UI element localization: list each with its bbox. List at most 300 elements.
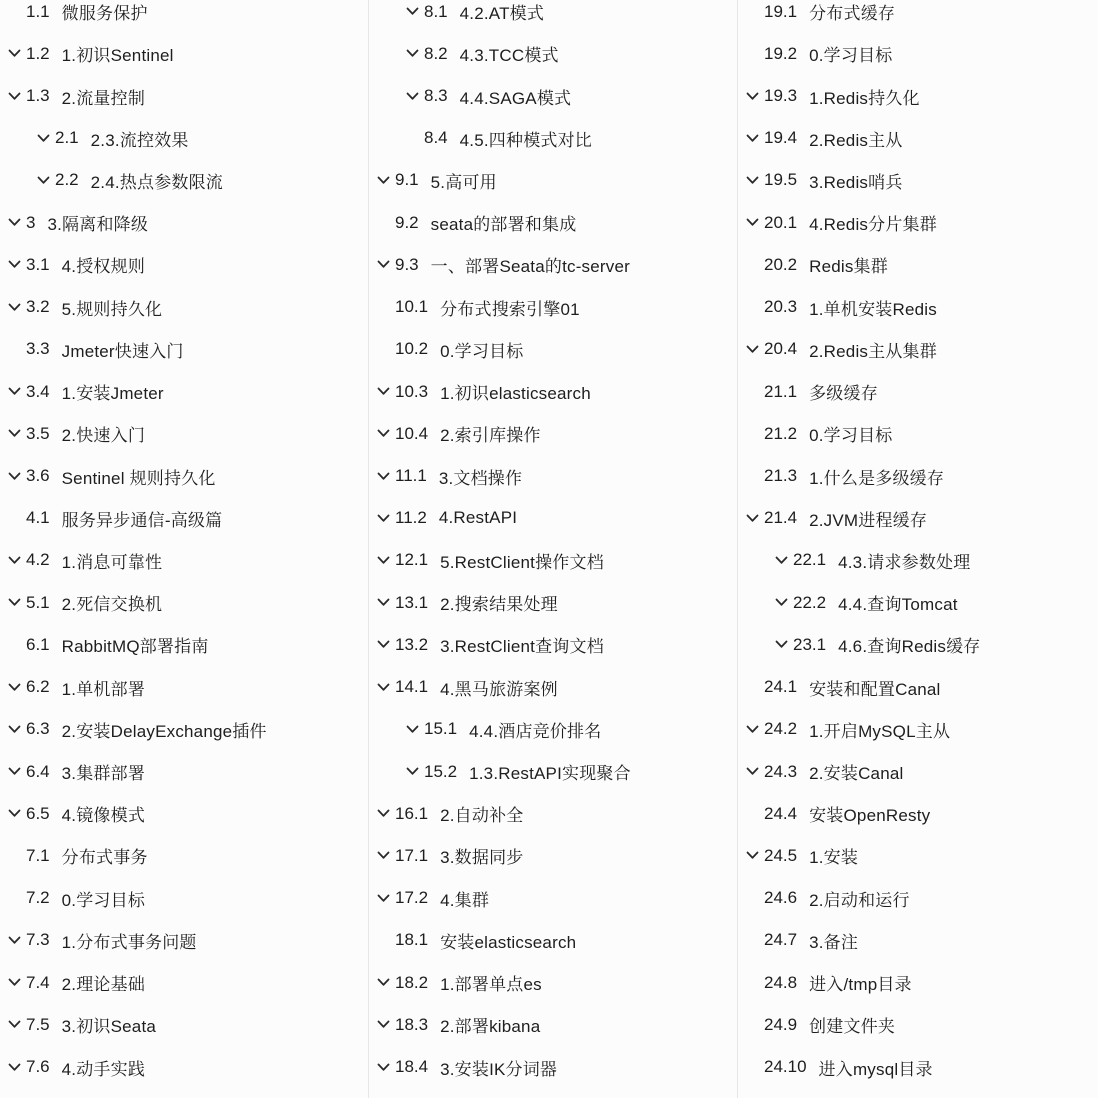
chevron-down-icon[interactable]	[376, 849, 390, 863]
toc-item[interactable]	[0, 370, 368, 412]
toc-item[interactable]	[0, 877, 368, 919]
chevron-down-icon[interactable]	[376, 258, 390, 272]
toc-item-number: 2.1	[55, 128, 79, 148]
chevron-down-icon[interactable]	[376, 807, 390, 821]
chevron-placeholder	[7, 891, 21, 905]
chevron-down-icon[interactable]	[745, 342, 759, 356]
toc-item[interactable]	[738, 202, 1098, 244]
chevron-down-icon[interactable]	[7, 1060, 21, 1074]
toc-item-number: 21.1	[764, 381, 798, 401]
toc-item-title: 4.4.酒店竞价排名	[469, 721, 602, 741]
toc-item[interactable]	[738, 750, 1098, 792]
toc-item[interactable]	[0, 244, 368, 286]
toc-item-number: 4.2	[26, 550, 50, 570]
toc-item-number: 22.1	[793, 550, 827, 570]
toc-item-number: 9.3	[395, 254, 419, 274]
toc-item-number: 3.4	[26, 381, 50, 401]
toc-item-title: 3.数据同步	[440, 848, 524, 868]
toc-item-title: 4.动手实践	[61, 1059, 146, 1079]
toc-item-number: 15.1	[424, 719, 458, 739]
toc-item[interactable]	[369, 413, 737, 455]
chevron-down-icon[interactable]	[7, 807, 21, 821]
chevron-down-icon[interactable]	[36, 173, 50, 187]
chevron-down-icon[interactable]	[774, 553, 788, 567]
toc-item-number: 18.1	[395, 930, 429, 950]
toc-item[interactable]	[0, 455, 368, 497]
toc-item-number: 7.4	[26, 972, 50, 992]
toc-item[interactable]	[369, 835, 737, 877]
toc-item-title: 4.Redis分片集群	[809, 215, 937, 235]
toc-item-title: 4.镜像模式	[61, 806, 146, 826]
chevron-placeholder	[7, 849, 21, 863]
toc-column-3-list	[738, 0, 1098, 1088]
chevron-down-icon[interactable]	[745, 765, 759, 779]
toc-item[interactable]	[369, 750, 737, 792]
toc-item-number: 18.3	[395, 1014, 429, 1034]
toc-item-title: 2.3.流控效果	[90, 130, 189, 150]
chevron-down-icon[interactable]	[405, 765, 419, 779]
toc-item-title: 4.集群	[440, 890, 490, 910]
toc-item-number: 22.2	[793, 592, 827, 612]
chevron-down-icon[interactable]	[7, 47, 21, 61]
toc-item-title: 2.4.热点参数限流	[90, 172, 223, 192]
toc-item-number: 24.10	[764, 1057, 807, 1077]
toc-item-number: 23.1	[793, 634, 827, 654]
toc-item-title: 5.规则持久化	[61, 299, 163, 319]
toc-item[interactable]	[0, 624, 368, 666]
toc-item-title: 2.搜索结果处理	[440, 595, 558, 615]
chevron-down-icon[interactable]	[7, 933, 21, 947]
chevron-down-icon[interactable]	[7, 89, 21, 103]
chevron-down-icon[interactable]	[405, 47, 419, 61]
toc-item[interactable]	[369, 962, 737, 1004]
toc-item-number: 3.6	[26, 466, 50, 486]
toc-item[interactable]	[369, 624, 737, 666]
toc-item-title: 4.3.TCC模式	[459, 46, 559, 66]
toc-item-number: 24.2	[764, 719, 798, 739]
toc-item-title: 2.JVM进程缓存	[809, 510, 928, 530]
toc-item[interactable]	[369, 539, 737, 581]
toc-item-number: 5.1	[26, 592, 50, 612]
chevron-placeholder	[745, 976, 759, 990]
toc-item-number: 8.1	[424, 1, 448, 21]
toc-item-title: 1.安装Jmeter	[61, 384, 164, 404]
chevron-placeholder	[745, 469, 759, 483]
toc-item-title: 1.单机安装Redis	[809, 299, 937, 319]
toc-item-title: 3.安装IK分词器	[440, 1059, 558, 1079]
toc-item[interactable]	[0, 33, 368, 75]
chevron-placeholder	[376, 342, 390, 356]
toc-item-number: 1.2	[26, 43, 50, 63]
toc-item[interactable]	[738, 1046, 1098, 1088]
chevron-placeholder	[745, 427, 759, 441]
toc-item[interactable]	[738, 244, 1098, 286]
toc-item[interactable]	[738, 159, 1098, 201]
toc-item-title: 0.学习目标	[809, 426, 893, 446]
toc-column-1-list	[0, 0, 368, 1088]
toc-item-title: 安装和配置Canal	[809, 679, 941, 699]
toc-item[interactable]	[369, 0, 737, 33]
toc-item[interactable]	[369, 202, 737, 244]
toc-item-title: 一、部署Seata的tc-server	[430, 257, 630, 277]
chevron-down-icon[interactable]	[745, 849, 759, 863]
toc-item-number: 3.5	[26, 423, 50, 443]
toc-item[interactable]	[738, 75, 1098, 117]
toc-item-number: 8.2	[424, 43, 448, 63]
toc-item-number: 24.3	[764, 761, 798, 781]
toc-item-number: 10.1	[395, 297, 429, 317]
toc-item-number: 3.3	[26, 339, 50, 359]
toc-item-title: 1.初识elasticsearch	[440, 384, 591, 404]
chevron-down-icon[interactable]	[376, 511, 390, 525]
toc-item[interactable]	[369, 328, 737, 370]
toc-item-title: seata的部署和集成	[430, 215, 577, 235]
chevron-placeholder	[7, 638, 21, 652]
toc-item-number: 10.3	[395, 381, 429, 401]
chevron-down-icon[interactable]	[7, 216, 21, 230]
toc-item[interactable]	[369, 919, 737, 961]
toc-item[interactable]	[738, 877, 1098, 919]
chevron-down-icon[interactable]	[7, 722, 21, 736]
toc-item-title: 3.隔离和降级	[47, 215, 149, 235]
toc-item[interactable]	[369, 370, 737, 412]
chevron-down-icon[interactable]	[376, 596, 390, 610]
toc-item[interactable]	[369, 1004, 737, 1046]
chevron-down-icon[interactable]	[745, 722, 759, 736]
toc-item-number: 19.2	[764, 43, 798, 63]
chevron-placeholder	[745, 1018, 759, 1032]
toc-item[interactable]	[0, 286, 368, 328]
chevron-down-icon[interactable]	[7, 385, 21, 399]
toc-item-number: 19.4	[764, 128, 798, 148]
chevron-down-icon[interactable]	[376, 891, 390, 905]
toc-item[interactable]	[369, 117, 737, 159]
toc-item-title: 1.3.RestAPI实现聚合	[469, 764, 631, 784]
toc-item[interactable]	[0, 497, 368, 539]
chevron-placeholder	[745, 1060, 759, 1074]
chevron-placeholder	[376, 216, 390, 230]
chevron-down-icon[interactable]	[7, 1018, 21, 1032]
toc-item-title: 4.6.查询Redis缓存	[838, 637, 981, 657]
toc-item[interactable]	[738, 0, 1098, 33]
toc-item[interactable]	[0, 582, 368, 624]
chevron-down-icon[interactable]	[7, 680, 21, 694]
toc-item-number: 7.2	[26, 888, 50, 908]
toc-item-title: 1.初识Sentinel	[61, 46, 174, 66]
toc-item-number: 24.6	[764, 888, 798, 908]
toc-column-3	[737, 0, 1098, 1098]
toc-item[interactable]	[738, 455, 1098, 497]
toc-item-title: 4.授权规则	[61, 257, 146, 277]
toc-item[interactable]	[738, 33, 1098, 75]
toc-item-title: 进入mysql目录	[818, 1059, 933, 1079]
chevron-placeholder	[745, 807, 759, 821]
toc-item[interactable]	[0, 793, 368, 835]
toc-item-title: 3.文档操作	[438, 468, 523, 488]
toc-item-number: 10.2	[395, 339, 429, 359]
toc-item[interactable]	[738, 835, 1098, 877]
chevron-placeholder	[745, 891, 759, 905]
toc-item-number: 6.5	[26, 803, 50, 823]
toc-item-number: 17.1	[395, 845, 429, 865]
toc-item-title: 0.学习目标	[61, 890, 146, 910]
toc-item[interactable]	[369, 75, 737, 117]
chevron-down-icon[interactable]	[36, 131, 50, 145]
toc-item[interactable]	[738, 666, 1098, 708]
toc-item[interactable]	[738, 539, 1098, 581]
toc-item[interactable]	[0, 75, 368, 117]
chevron-down-icon[interactable]	[405, 5, 419, 19]
toc-item-title: 2.安装DelayExchange插件	[61, 721, 267, 741]
toc-item-number: 3.1	[26, 254, 50, 274]
chevron-down-icon[interactable]	[405, 89, 419, 103]
toc-item-number: 13.1	[395, 592, 429, 612]
chevron-placeholder	[745, 680, 759, 694]
chevron-down-icon[interactable]	[7, 553, 21, 567]
toc-item-number: 6.3	[26, 719, 50, 739]
toc-item[interactable]	[738, 370, 1098, 412]
toc-item[interactable]	[0, 117, 368, 159]
toc-item[interactable]	[369, 159, 737, 201]
toc-item[interactable]	[738, 708, 1098, 750]
chevron-placeholder	[745, 47, 759, 61]
toc-item[interactable]	[369, 1046, 737, 1088]
toc-item-number: 24.8	[764, 972, 798, 992]
toc-item-title: 2.启动和运行	[809, 890, 910, 910]
chevron-down-icon[interactable]	[376, 385, 390, 399]
toc-item-title: 1.开启MySQL主从	[809, 721, 951, 741]
toc-item-title: 1.什么是多级缓存	[809, 468, 945, 488]
toc-item-title: Jmeter快速入门	[61, 341, 184, 361]
toc-item-number: 10.4	[395, 423, 429, 443]
toc-item-number: 8.4	[424, 128, 448, 148]
toc-item-number: 15.2	[424, 761, 458, 781]
chevron-down-icon[interactable]	[745, 511, 759, 525]
chevron-down-icon[interactable]	[7, 976, 21, 990]
toc-item-title: 4.2.AT模式	[459, 4, 545, 24]
toc-item-title: 0.学习目标	[809, 46, 893, 66]
toc-item[interactable]	[0, 1004, 368, 1046]
chevron-down-icon[interactable]	[774, 596, 788, 610]
toc-item[interactable]	[738, 624, 1098, 666]
toc-item-number: 24.7	[764, 930, 798, 950]
chevron-down-icon[interactable]	[7, 596, 21, 610]
toc-item[interactable]	[369, 286, 737, 328]
chevron-down-icon[interactable]	[376, 976, 390, 990]
toc-item[interactable]	[0, 708, 368, 750]
toc-item-title: 2.Redis主从	[809, 130, 903, 150]
toc-item[interactable]	[738, 117, 1098, 159]
toc-item-number: 24.9	[764, 1014, 798, 1034]
toc-item-number: 1.1	[26, 1, 50, 21]
toc-item-title: Redis集群	[809, 257, 888, 277]
toc-item-title: 3.RestClient查询文档	[440, 637, 604, 657]
chevron-down-icon[interactable]	[376, 427, 390, 441]
toc-item-number: 18.2	[395, 972, 429, 992]
chevron-down-icon[interactable]	[7, 300, 21, 314]
toc-item-title: 1.部署单点es	[440, 975, 542, 995]
toc-item-number: 20.4	[764, 339, 798, 359]
toc-item-number: 21.2	[764, 423, 798, 443]
toc-column-2-list	[369, 0, 737, 1088]
toc-item-title: 2.流量控制	[61, 88, 146, 108]
toc-item[interactable]	[0, 413, 368, 455]
chevron-down-icon[interactable]	[376, 469, 390, 483]
toc-item[interactable]	[738, 793, 1098, 835]
chevron-down-icon[interactable]	[7, 469, 21, 483]
toc-item-title: 分布式搜索引擎01	[440, 299, 580, 319]
toc-item[interactable]	[0, 0, 368, 33]
toc-item-title: 3.初识Seata	[61, 1017, 157, 1037]
toc-item[interactable]	[0, 666, 368, 708]
toc-item[interactable]	[369, 244, 737, 286]
chevron-down-icon[interactable]	[376, 1060, 390, 1074]
chevron-down-icon[interactable]	[745, 89, 759, 103]
toc-item-title: 创建文件夹	[809, 1017, 896, 1037]
toc-item[interactable]	[369, 497, 737, 539]
chevron-down-icon[interactable]	[745, 131, 759, 145]
chevron-placeholder	[7, 5, 21, 19]
chevron-placeholder	[376, 933, 390, 947]
toc-item-number: 16.1	[395, 803, 429, 823]
toc-item[interactable]	[0, 328, 368, 370]
toc-item-title: 安装elasticsearch	[440, 932, 577, 952]
toc-item-number: 6.4	[26, 761, 50, 781]
toc-item-number: 2.2	[55, 170, 79, 190]
toc-item-title: 3.备注	[809, 932, 859, 952]
toc-item-title: 4.黑马旅游案例	[440, 679, 558, 699]
toc-item-title: 2.自动补全	[440, 806, 524, 826]
toc-item[interactable]	[738, 328, 1098, 370]
toc-item[interactable]	[369, 582, 737, 624]
toc-item-number: 20.1	[764, 212, 798, 232]
toc-item-title: 1.安装	[809, 848, 859, 868]
toc-item[interactable]	[738, 497, 1098, 539]
toc-item-number: 13.2	[395, 634, 429, 654]
toc-item-number: 24.1	[764, 677, 798, 697]
toc-item-number: 19.1	[764, 1, 798, 21]
toc-item[interactable]	[738, 413, 1098, 455]
toc-item-number: 21.4	[764, 508, 798, 528]
chevron-down-icon[interactable]	[376, 1018, 390, 1032]
toc-item-number: 1.3	[26, 86, 50, 106]
toc-item[interactable]	[0, 962, 368, 1004]
toc-item[interactable]	[738, 582, 1098, 624]
chevron-placeholder	[7, 511, 21, 525]
toc-item-title: 2.快速入门	[61, 426, 146, 446]
toc-item[interactable]	[369, 33, 737, 75]
toc-item[interactable]	[738, 919, 1098, 961]
toc-item-number: 6.1	[26, 634, 50, 654]
toc-item-number: 21.3	[764, 466, 798, 486]
toc-item-title: 4.4.查询Tomcat	[838, 595, 958, 615]
toc-item[interactable]	[0, 750, 368, 792]
toc-item-number: 8.3	[424, 86, 448, 106]
toc-item-title: 5.RestClient操作文档	[440, 552, 604, 572]
toc-item[interactable]	[738, 962, 1098, 1004]
toc-item-number: 14.1	[395, 677, 429, 697]
toc-item-number: 12.1	[395, 550, 429, 570]
toc-column-2	[368, 0, 737, 1098]
toc-item-title: 3.集群部署	[61, 764, 146, 784]
chevron-down-icon[interactable]	[7, 258, 21, 272]
toc-item-title: 安装OpenResty	[809, 806, 931, 826]
chevron-placeholder	[7, 342, 21, 356]
toc-item-title: 2.Redis主从集群	[809, 341, 937, 361]
toc-item[interactable]	[0, 835, 368, 877]
toc-item[interactable]	[738, 286, 1098, 328]
toc-item-title: 4.3.请求参数处理	[838, 552, 971, 572]
chevron-placeholder	[745, 5, 759, 19]
toc-item-number: 4.1	[26, 508, 50, 528]
toc-item-title: 4.5.四种模式对比	[459, 130, 592, 150]
chevron-placeholder	[745, 385, 759, 399]
toc-item-number: 7.6	[26, 1057, 50, 1077]
chevron-down-icon[interactable]	[376, 680, 390, 694]
toc-item-title: 分布式缓存	[809, 4, 896, 24]
toc-item-title: 1.分布式事务问题	[61, 932, 197, 952]
chevron-placeholder	[745, 258, 759, 272]
toc-item-number: 11.1	[395, 466, 427, 486]
toc-item-title: 进入/tmp目录	[809, 975, 912, 995]
toc-item[interactable]	[0, 202, 368, 244]
toc-item-number: 20.2	[764, 254, 798, 274]
toc-item-number: 20.3	[764, 297, 798, 317]
chevron-down-icon[interactable]	[745, 173, 759, 187]
toc-item-title: 4.4.SAGA模式	[459, 88, 572, 108]
toc-item-title: 分布式事务	[61, 848, 148, 868]
toc-item[interactable]	[738, 1004, 1098, 1046]
toc-item-number: 9.2	[395, 212, 419, 232]
toc-item-number: 7.1	[26, 845, 50, 865]
toc-item-title: 2.安装Canal	[809, 764, 904, 784]
toc-item-number: 11.2	[395, 508, 427, 528]
toc-item-number: 19.3	[764, 86, 798, 106]
toc-item[interactable]	[369, 793, 737, 835]
chevron-down-icon[interactable]	[405, 722, 419, 736]
toc-item-title: 2.部署kibana	[440, 1017, 541, 1037]
toc-item-number: 7.5	[26, 1014, 50, 1034]
chevron-down-icon[interactable]	[376, 553, 390, 567]
toc-item-title: 2.死信交换机	[61, 595, 163, 615]
toc-item[interactable]	[369, 708, 737, 750]
chevron-down-icon[interactable]	[774, 638, 788, 652]
toc-item[interactable]	[369, 666, 737, 708]
chevron-down-icon[interactable]	[7, 765, 21, 779]
chevron-down-icon[interactable]	[7, 427, 21, 441]
toc-item[interactable]	[0, 1046, 368, 1088]
chevron-placeholder	[745, 933, 759, 947]
toc-item-number: 6.2	[26, 677, 50, 697]
toc-item-title: 3.Redis哨兵	[809, 172, 903, 192]
toc-item[interactable]	[0, 159, 368, 201]
toc-item-number: 18.4	[395, 1057, 429, 1077]
chevron-down-icon[interactable]	[376, 638, 390, 652]
toc-item[interactable]	[0, 919, 368, 961]
toc-item-number: 7.3	[26, 930, 50, 950]
toc-item-title: 1.消息可靠性	[61, 552, 163, 572]
chevron-down-icon[interactable]	[745, 216, 759, 230]
toc-item[interactable]	[0, 539, 368, 581]
toc-item[interactable]	[369, 455, 737, 497]
toc-item-title: RabbitMQ部署指南	[61, 637, 209, 657]
toc-item-title: 多级缓存	[809, 384, 878, 404]
chevron-placeholder	[376, 300, 390, 314]
toc-item[interactable]	[369, 877, 737, 919]
toc-item-number: 24.4	[764, 803, 798, 823]
chevron-down-icon[interactable]	[376, 173, 390, 187]
toc-item-number: 19.5	[764, 170, 798, 190]
